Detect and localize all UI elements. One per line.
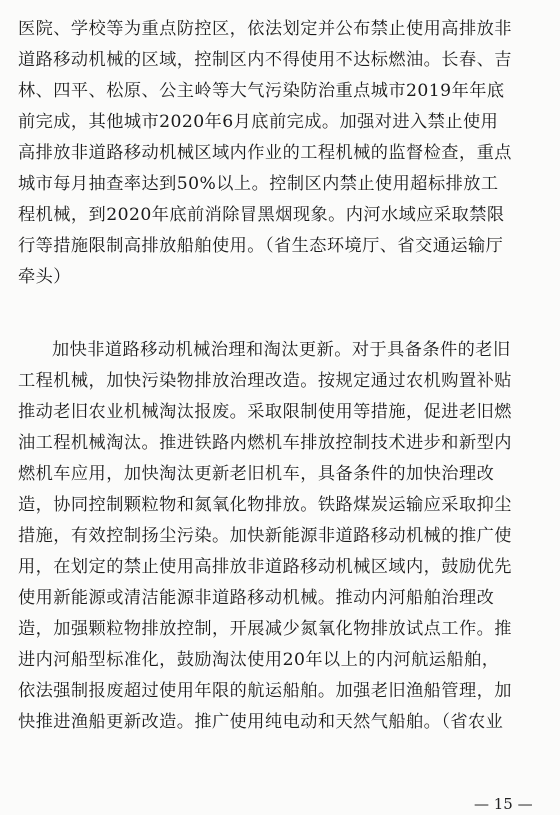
page-number: — 15 — xyxy=(474,795,533,813)
body-text-line: 依法强制报废超过使用年限的航运船舶。加强老旧渔船管理，加 xyxy=(18,681,512,701)
body-text-line: 前完成，其他城市2020年6月底前完成。加强对进入禁止使用 xyxy=(18,112,499,132)
body-text-line: 城市每月抽查率达到50%以上。控制区内禁止使用超标排放工 xyxy=(18,174,499,194)
paragraph-first-line: 加快非道路移动机械治理和淘汰更新。对于具备条件的老旧 xyxy=(52,340,511,360)
body-text-line: 道路移动机械的区域，控制区内不得使用不达标燃油。长春、吉 xyxy=(18,50,512,70)
body-text-line: 使用新能源或清洁能源非道路移动机械。推动内河船舶治理改 xyxy=(18,588,495,608)
body-text-line: 措施，有效控制扬尘污染。加快新能源非道路移动机械的推广使 xyxy=(18,526,512,546)
body-text-line: 进内河船型标准化，鼓励淘汰使用20年以上的内河航运船舶， xyxy=(18,650,500,670)
body-text-line: 工程机械，加快污染物排放治理改造。按规定通过农机购置补贴 xyxy=(18,371,512,391)
body-text-line: 造，协同控制颗粒物和氮氧化物排放。铁路煤炭运输应采取抑尘 xyxy=(18,495,512,515)
body-text-line: 造，加强颗粒物排放控制，开展减少氮氧化物排放试点工作。推 xyxy=(18,619,512,639)
body-text-line: 燃机车应用，加快淘汰更新老旧机车，具备条件的加快治理改 xyxy=(18,464,495,484)
body-text-line: 高排放非道路移动机械区域内作业的工程机械的监督检查，重点 xyxy=(18,143,512,163)
body-text-line: 推动老旧农业机械淘汰报废。采取限制使用等措施，促进老旧燃 xyxy=(18,402,512,422)
body-text-line: 用，在划定的禁止使用高排放非道路移动机械区域内，鼓励优先 xyxy=(18,557,512,577)
body-text-line: 程机械，到2020年底前消除冒黑烟现象。内河水域应采取禁限 xyxy=(18,205,505,225)
body-text-line: 林、四平、松原、公主岭等大气污染防治重点城市2019年年底 xyxy=(18,81,505,101)
body-text-line: 快推进渔船更新改造。推广使用纯电动和天然气船舶。（省农业 xyxy=(18,712,504,732)
body-text-line: 医院、学校等为重点防控区，依法划定并公布禁止使用高排放非 xyxy=(18,19,512,39)
body-text-line: 牵头） xyxy=(18,267,71,287)
body-text-line: 行等措施限制高排放船舶使用。（省生态环境厅、省交通运输厅 xyxy=(18,236,504,256)
body-text-line: 油工程机械淘汰。推进铁路内燃机车排放控制技术进步和新型内 xyxy=(18,433,512,453)
